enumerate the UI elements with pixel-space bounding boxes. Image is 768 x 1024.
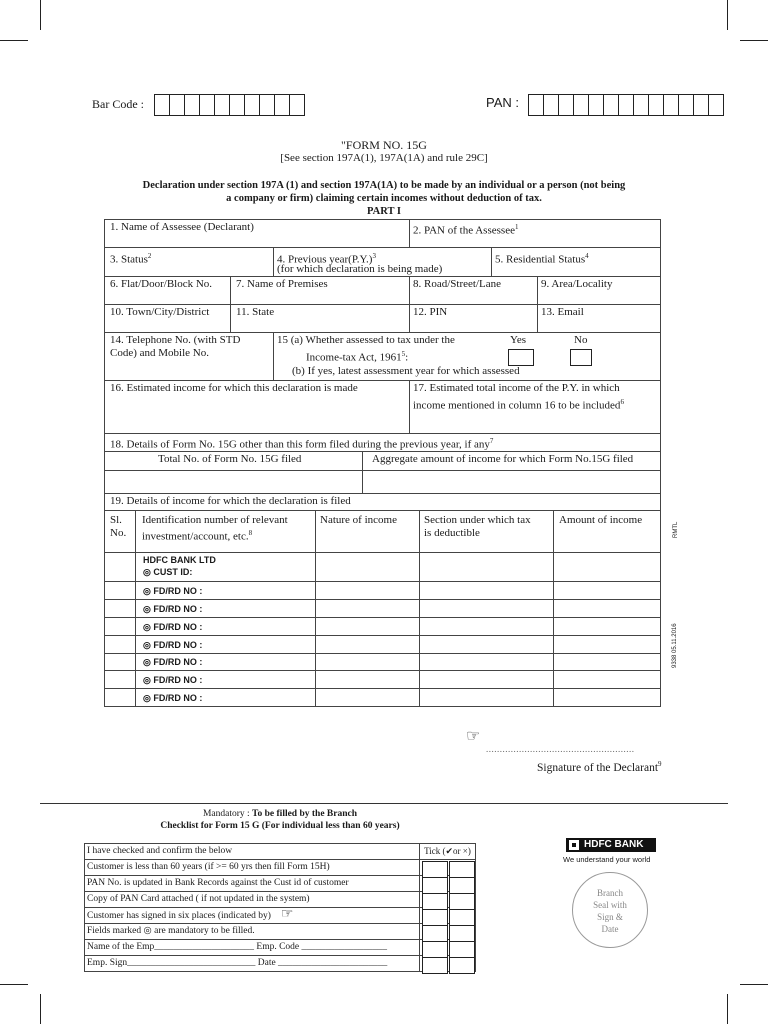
tick-box[interactable] <box>422 925 448 942</box>
tick-box[interactable] <box>422 909 448 926</box>
field-road: 8. Road/Street/Lane <box>413 278 501 290</box>
fd-rd-field[interactable]: ◎ FD/RD NO : <box>143 586 203 596</box>
signature-line[interactable]: ...................................................... <box>486 744 635 754</box>
crop-mark <box>740 984 768 985</box>
bank-name: HDFC BANK LTD <box>143 555 216 565</box>
field-assessee-name: 1. Name of Assessee (Declarant) <box>110 221 254 233</box>
fd-rd-field[interactable]: ◎ FD/RD NO : <box>143 693 203 703</box>
section-divider <box>40 803 728 804</box>
signature-label: Signature of the Declarant$^9$ <box>537 760 662 774</box>
hdfc-logo-text: HDFC BANK <box>584 839 644 850</box>
crop-mark <box>40 0 41 30</box>
field-assessee-pan: 2. PAN of the Assessee$^1$ <box>413 223 519 237</box>
col-sl-no-line2: No. <box>110 527 127 539</box>
col-aggregate-amount: Aggregate amount of income for which Form No.15G filed <box>372 453 634 465</box>
field-previous-year: 4. Previous $year(P.Y.)^3$ <box>277 252 376 266</box>
crop-mark <box>727 994 728 1024</box>
form-title: "FORM NO. 15G <box>341 138 427 152</box>
barcode-input[interactable] <box>154 94 305 116</box>
col-total-forms: Total No. of Form No. 15G filed <box>158 453 302 465</box>
checklist-item: Copy of PAN Card attached ( if not updated in the system) <box>87 894 310 904</box>
tick-box[interactable] <box>422 861 448 878</box>
declaration-line-1: Declaration under section 197A (1) and section 197A(1A) to be made by an individual or a person (not being <box>142 180 626 191</box>
field-residential-status: 5. Residential Status$^4$ <box>495 252 589 266</box>
hand-pointer-icon: ☞ <box>466 728 481 745</box>
tick-box[interactable] <box>422 941 448 958</box>
branch-seal-area[interactable] <box>572 872 648 948</box>
col-section-line2: is deductible <box>424 527 480 539</box>
field-town: 10. Town/City/District <box>110 306 210 318</box>
field-telephone: 14. Telephone No. (with STD <box>110 334 241 346</box>
form-reference: [See section 197A(1), 197A(1A) and rule 29C] <box>280 152 488 164</box>
field-flat-no: 6. Flat/Door/Block No. <box>110 278 213 290</box>
crop-mark <box>740 40 768 41</box>
field-premises: 7. Name of Premises <box>236 278 328 290</box>
barcode-label: Bar Code : <box>92 97 144 111</box>
col-amount: Amount of income <box>559 514 643 526</box>
checklist-item: Emp. Sign___________________________ Date _______________________ <box>87 958 388 968</box>
field-total-income: 17. Estimated total income of the P.Y. in which <box>413 382 620 394</box>
field-telephone-line2: Code) and Mobile No. <box>110 347 209 359</box>
checklist-item: Customer is less than 60 years (if >= 60 yrs then fill Form 15H) <box>87 862 330 872</box>
field-assessed-question: 15 (a) Whether assessed to tax under the <box>277 334 455 346</box>
fd-rd-field[interactable]: ◎ FD/RD NO : <box>143 675 203 685</box>
yes-checkbox[interactable] <box>508 349 534 366</box>
field-email: 13. Email <box>541 306 584 318</box>
checklist-title: Checklist for Form 15 G (For individual less than 60 years) <box>160 821 400 831</box>
hdfc-logo <box>566 838 656 852</box>
checklist-item: Fields marked ◎ are mandatory to be filled. <box>87 926 255 936</box>
cust-id-field[interactable]: ◎ CUST ID: <box>143 567 193 577</box>
tick-header: Tick (✔or ×) <box>424 846 471 856</box>
hand-pointer-icon: ☞ <box>280 907 294 922</box>
checklist-item: PAN No. is updated in Bank Records against the Cust id of customer <box>87 878 349 888</box>
field-assessment-year: (b) If yes, latest assessment year for which assessed <box>292 365 520 377</box>
tick-box[interactable] <box>449 909 475 926</box>
side-code: RMTL <box>673 521 679 538</box>
seal-line: Date <box>601 924 619 934</box>
tick-box[interactable] <box>449 861 475 878</box>
fd-rd-field[interactable]: ◎ FD/RD NO : <box>143 657 203 667</box>
tick-box[interactable] <box>422 957 448 974</box>
tick-box[interactable] <box>449 925 475 942</box>
tick-box[interactable] <box>449 893 475 910</box>
seal-line: Seal with <box>593 900 627 910</box>
col-nature-income: Nature of income <box>320 514 397 526</box>
pan-label: PAN : <box>486 95 519 110</box>
no-label: No <box>574 334 588 346</box>
checklist-item: I have checked and confirm the below <box>87 846 233 856</box>
declaration-line-2: a company or firm) claiming certain incomes without deduction of tax. <box>226 193 542 204</box>
part-heading: PART I <box>367 206 401 217</box>
field-total-income-line2: income mentioned in column 16 to be included$^6$ <box>413 398 624 412</box>
field-area: 9. Area/Locality <box>541 278 613 290</box>
checklist-item: Customer has signed in six places (indicated by) ☞ <box>87 907 294 922</box>
hdfc-logo-icon <box>569 840 579 850</box>
field-previous-year-note: (for which declaration is being made) <box>277 263 443 275</box>
field-income-details: 19. Details of income for which the declaration is filed <box>110 495 351 507</box>
crop-mark <box>40 994 41 1024</box>
col-identification: Identification number of relevant <box>142 514 288 526</box>
side-reference: 9338 05.11.2016 <box>672 623 678 668</box>
checklist-item: Name of the Emp_____________________ Emp. Code __________________ <box>87 942 388 952</box>
field-pin: 12. PIN <box>413 306 448 318</box>
field-state: 11. State <box>236 306 275 318</box>
seal-line: Branch <box>597 888 623 898</box>
col-identification-line2: investment/account, etc.$^8$ <box>142 529 253 543</box>
crop-mark <box>0 40 28 41</box>
pan-input[interactable] <box>528 94 724 116</box>
fd-rd-field[interactable]: ◎ FD/RD NO : <box>143 622 203 632</box>
field-status: 3. Status$^2$ <box>110 252 152 266</box>
no-checkbox[interactable] <box>570 349 592 366</box>
crop-mark <box>0 984 28 985</box>
crop-mark <box>727 0 728 30</box>
tick-box[interactable] <box>449 957 475 974</box>
yes-label: Yes <box>510 334 527 346</box>
fd-rd-field[interactable]: ◎ FD/RD NO : <box>143 604 203 614</box>
col-section: Section under which tax <box>424 514 531 526</box>
mandatory-label: Mandatory : To be filled by the Branch <box>202 809 358 819</box>
hdfc-tagline: We understand your world <box>563 855 651 864</box>
field-assessed-act: Income-tax Act, 1961$^5$: <box>306 350 409 364</box>
tick-box[interactable] <box>422 877 448 894</box>
col-sl-no: Sl. <box>110 514 122 526</box>
seal-line: Sign & <box>597 912 623 922</box>
field-other-forms: 18. Details of Form No. 15G other than this form filed during the previous year, if any$^7$ <box>110 437 494 451</box>
tick-box[interactable] <box>422 893 448 910</box>
field-estimated-income: 16. Estimated income for which this declaration is made <box>110 382 358 394</box>
tick-box[interactable] <box>449 941 475 958</box>
tick-box[interactable] <box>449 877 475 894</box>
fd-rd-field[interactable]: ◎ FD/RD NO : <box>143 640 203 650</box>
